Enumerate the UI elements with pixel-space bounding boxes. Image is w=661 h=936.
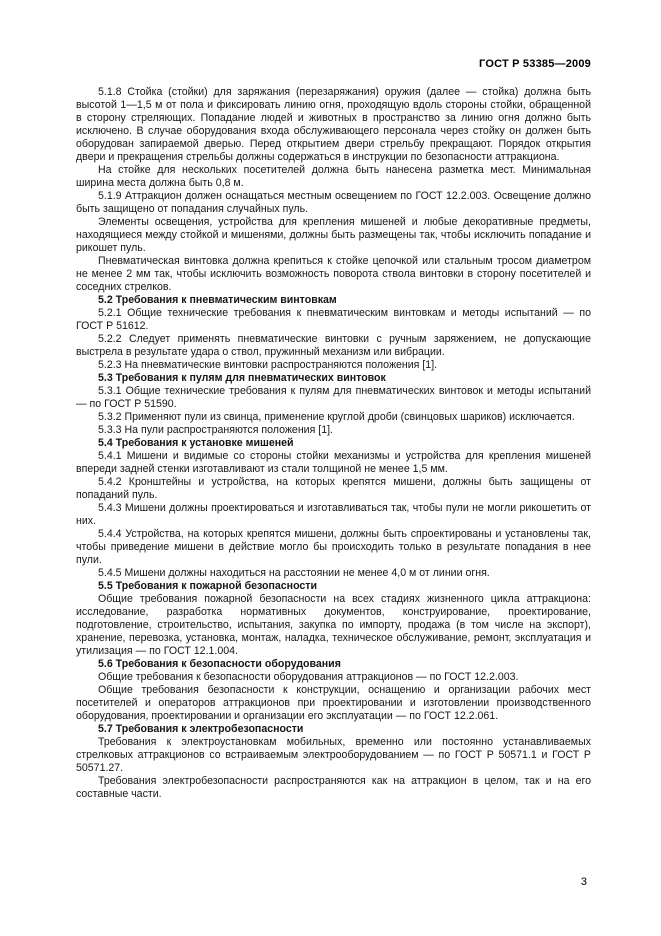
paragraph: На стойке для нескольких посетителей должна быть нанесена разметка мест. Минимальная ширина места должна быть 0,8 м. [76, 164, 591, 189]
page-footer [581, 876, 587, 888]
section-heading: 5.6 Требования к безопасности оборудования [98, 658, 341, 670]
paragraph: 5.1.8 Стойка (стойки) для заряжания (перезаряжания) оружия (далее — стойка) должна быть высотой 1—1,5 м от пола и фиксировать линию огня, проходящую вдоль стороны стойки, обращенной в сторону стреляющих. Попадание людей и животных в пространство за линию огня должно быть исключено. В случае оборудования входа обслуживающего персонала через стойку он должен быть оборудован запираемой дверью. Перед открытием двери стрельбу прекращают. Порядок открытия двери и прекращения стрельбы должны содержаться в инструкции по безопасности аттракциона. [76, 86, 591, 163]
paragraph: 5.4.1 Мишени и видимые со стороны стойки механизмы и устройства для крепления мишеней впереди задней стенки изготавливают из стали толщиной не менее 1,5 мм. [76, 450, 591, 475]
paragraph: 5.2.1 Общие технические требования к пневматическим винтовкам и методы испытаний — по ГОСТ Р 51612. [76, 307, 591, 332]
paragraph: 5.1.9 Аттракцион должен оснащаться местным освещением по ГОСТ 12.2.003. Освещение должно быть защищено от попадания случайных пуль. [76, 190, 591, 215]
paragraph: 5.3.1 Общие технические требования к пулям для пневматических винтовок и методы испытаний — по ГОСТ Р 51590. [76, 385, 591, 410]
document-body [76, 86, 591, 801]
paragraph: 5.2.3 На пневматические винтовки распространяются положения [1]. [98, 359, 438, 371]
paragraph: 5.2.2 Следует применять пневматические винтовки с ручным заряжением, не допускающие выстрела в результате удара о ствол, пружинный механизм или вибрации. [76, 333, 591, 358]
paragraph: Элементы освещения, устройства для крепления мишеней и любые декоративные предметы, находящиеся между стойкой и мишенями, должны быть размещены так, чтобы исключить попадание и рикошет пуль. [76, 216, 591, 254]
section-heading: 5.4 Требования к установке мишеней [98, 437, 294, 449]
section-heading: 5.5 Требования к пожарной безопасности [98, 580, 317, 592]
section-heading: 5.2 Требования к пневматическим винтовкам [98, 294, 337, 306]
paragraph: 5.3.3 На пули распространяются положения [1]. [98, 424, 333, 436]
page-number: 3 [580, 876, 587, 888]
paragraph: Требования к электроустановкам мобильных, временно или постоянно устанавливаемых стрелковых аттракционов со встраиваемым электрооборудованием — по ГОСТ Р 50571.1 и ГОСТ Р 50571.27. [76, 736, 591, 774]
paragraph: 5.4.3 Мишени должны проектироваться и изготавливаться так, чтобы пули не могли рикошетить от них. [76, 502, 591, 527]
document-code: ГОСТ Р 53385—2009 [479, 58, 591, 70]
page-header [76, 58, 591, 70]
paragraph: 5.4.5 Мишени должны находиться на расстоянии не менее 4,0 м от линии огня. [98, 567, 490, 579]
paragraph: Общие требования к безопасности оборудования аттракционов — по ГОСТ 12.2.003. [98, 671, 519, 683]
paragraph: 5.3.2 Применяют пули из свинца, применение круглой дроби (свинцовых шариков) исключается. [98, 411, 575, 423]
section-heading: 5.3 Требования к пулям для пневматических винтовок [98, 372, 386, 384]
paragraph: Общие требования безопасности к конструкции, оснащению и организации рабочих мест посетителей и операторов аттракционов при проектировании и изготовлении производственного оборудования, проектировании и организации его эксплуатации — по ГОСТ 12.2.061. [76, 684, 591, 722]
paragraph: Требования электробезопасности распространяются как на аттракцион в целом, так и на его составные части. [76, 775, 591, 800]
paragraph: Пневматическая винтовка должна крепиться к стойке цепочкой или стальным тросом диаметром не менее 2 мм так, чтобы исключить возможность поворота ствола винтовки в сторону посетителей и соседних стрелков. [76, 255, 591, 293]
paragraph: Общие требования пожарной безопасности на всех стадиях жизненного цикла аттракциона: исследование, разработка нормативных документов, конструирование, проектирование, подготовление, строительство, испытания, закупка по импорту, продажа (в том числе на экспорт), хранение, перевозка, установка, монтаж, наладка, техническое обслуживание, ремонт, эксплуатация и утилизация — по ГОСТ 12.1.004. [76, 593, 591, 657]
paragraph: 5.4.4 Устройства, на которых крепятся мишени, должны быть спроектированы и установлены так, чтобы приведение мишени в действие могло бы происходить только в результате попадания в нее пули. [76, 528, 591, 566]
section-heading: 5.7 Требования к электробезопасности [98, 723, 304, 735]
paragraph: 5.4.2 Кронштейны и устройства, на которых крепятся мишени, должны быть защищены от попаданий пуль. [76, 476, 591, 501]
